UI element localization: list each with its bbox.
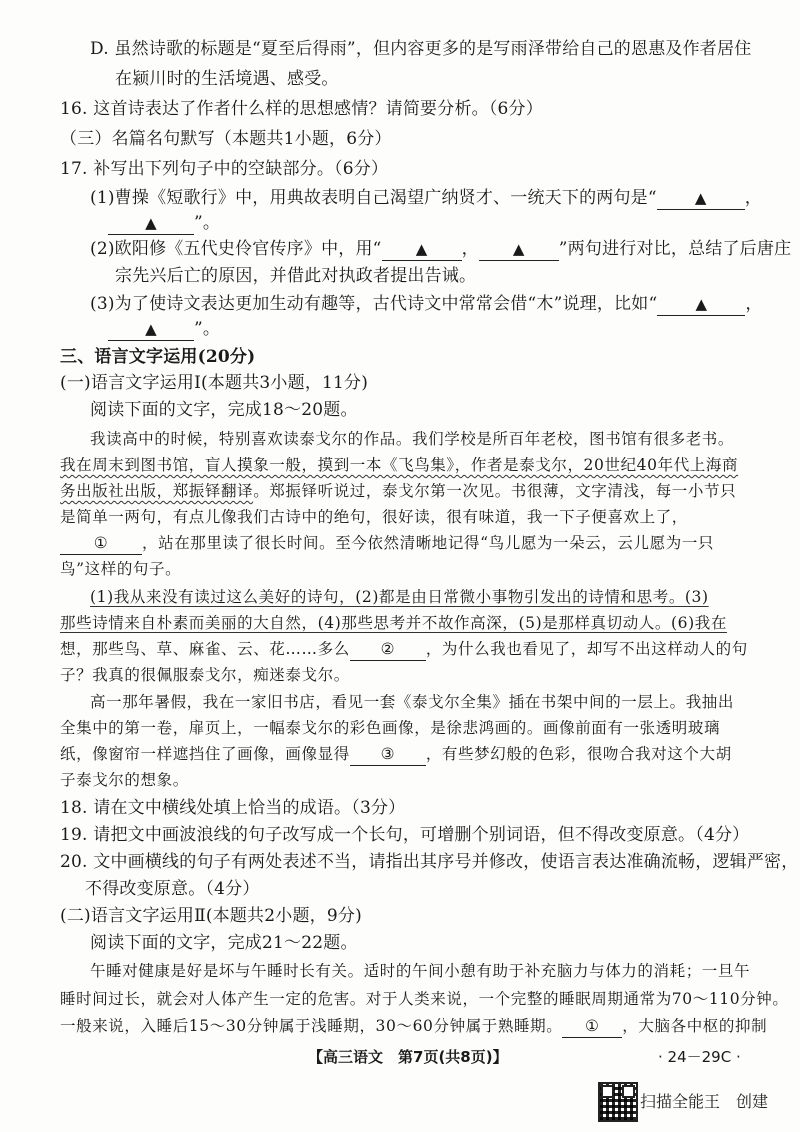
passage-2-line1-underlined: (1)我从来没有读过这么美好的诗句，(2)都是由日常微小事物引发出的诗情和思考。(3)	[90, 588, 709, 606]
idiom-blank-3[interactable]	[350, 743, 426, 766]
q17-3-comma: ，	[745, 294, 763, 314]
passage-1-line6: 鸟”这样的句子。	[60, 560, 182, 578]
answer-blank[interactable]	[108, 212, 194, 235]
passage-3-line3-b: ，有些梦幻般的色彩，很吻合我对这个大胡	[425, 745, 732, 763]
section-3-heading: （三）名篇名句默写（本题共1小题，6分）	[60, 129, 392, 149]
question-18: 18. 请在文中横线处填上恰当的成语。（3分）	[60, 798, 406, 818]
wavy-sentence-end: 务出版社出版，郑振铎翻译	[60, 482, 254, 500]
passage-4-line2: 睡时间过长，就会对人体产生一定的危害。对于人类来说，一个完整的睡眠周期通常为70～110分钟。	[60, 990, 789, 1008]
passage-1-line3-rest: 。郑振铎听说过，泰戈尔第一次见。书很薄，文字清浅，每一小节只	[253, 482, 737, 500]
question-17-2-line1	[90, 238, 791, 261]
triangle-icon: ▲	[145, 214, 157, 232]
q17-1-close: ”。	[194, 213, 221, 233]
answer-blank[interactable]	[382, 238, 462, 261]
passage-4-line3-b: ，大脑各中枢的抑制	[622, 1017, 768, 1035]
circled-three: ③	[380, 745, 396, 763]
passage-2-line4: 子？我真的很佩服泰戈尔，痴迷泰戈尔。	[60, 666, 350, 684]
paper-code: · 24－29C ·	[658, 1048, 741, 1066]
answer-blank[interactable]	[657, 293, 745, 316]
answer-blank[interactable]	[108, 318, 194, 341]
question-17-3-line2	[108, 318, 220, 341]
passage-3-line1: 高一那年暑假，我在一家旧书店，看见一套《泰戈尔全集》插在书架中间的一层上。我抽出	[90, 693, 735, 711]
question-17-3-line1	[90, 293, 763, 316]
passage-4-line1: 午睡对健康是好是坏与午睡时长有关。适时的午间小憩有助于补充脑力与体力的消耗；一旦午	[90, 962, 751, 980]
idiom-blank-1[interactable]	[60, 532, 142, 555]
passage-2-line3	[60, 638, 748, 661]
question-17: 17. 补写出下列句子中的空缺部分。（6分）	[60, 159, 389, 179]
passage-2-line2-underlined: 那些诗情来自朴素而美丽的大自然，(4)那些思考并不故作高深，(5)是那样真切动人。(6)我在	[60, 614, 727, 632]
q17-2-comma: ，	[461, 239, 479, 259]
reading-instruction-2: 阅读下面的文字，完成21～22题。	[90, 933, 358, 953]
qr-code-icon	[598, 1082, 638, 1122]
passage-1-line4: 是简单一两句，有点儿像我们古诗中的绝句，很好读，很有味道，我一下子便喜欢上了，	[60, 508, 688, 526]
idiom-blank-2[interactable]	[350, 638, 426, 661]
part-3-heading: 三、语言文字运用(20分)	[60, 347, 256, 367]
q17-2-text: (2)欧阳修《五代史伶官传序》中，用“	[90, 239, 382, 259]
triangle-icon: ▲	[512, 240, 525, 258]
passage-1-line5	[60, 532, 714, 555]
passage-3-line2: 全集中的第一卷，扉页上，一幅泰戈尔的彩色画像，是徐悲鸿画的。画像前面有一张透明玻璃	[60, 719, 721, 737]
triangle-icon: ▲	[695, 295, 708, 313]
passage-2-line3-b: ，为什么我也看见了，却写不出这样动人的句	[425, 640, 748, 658]
option-d-line2: 在颍川时的生活境遇、感受。	[115, 69, 339, 89]
passage-3-line3-a: 纸，像窗帘一样遮挡住了画像，画像显得	[60, 745, 350, 763]
passage-1-line1: 我读高中的时候，特别喜欢读泰戈尔的作品。我们学校是所百年老校，图书馆有很多老书。	[90, 430, 735, 448]
q17-3-text: (3)为了使诗文表达更加生动有趣等，古代诗文中常常会借“木”说理，比如“	[90, 294, 658, 314]
q17-2-tail: ”两句进行对比，总结了后唐庄	[558, 239, 792, 259]
triangle-icon: ▲	[415, 240, 428, 258]
question-20-line2: 不得改变原意。（4分）	[85, 879, 260, 899]
passage-4-line3	[60, 1015, 767, 1038]
circled-one: ①	[93, 534, 109, 552]
subsection-1-heading: (一)语言文字运用Ⅰ(本题共3小题，11分)	[60, 373, 369, 393]
q17-3-close: ”。	[194, 319, 221, 339]
question-19: 19. 请把文中画波浪线的句子改写成一个长句，可增删个别词语，但不得改变原意。（4分）	[60, 825, 750, 845]
question-17-1-line2	[108, 212, 220, 235]
answer-blank[interactable]	[657, 187, 745, 210]
question-16: 16. 这首诗表达了作者什么样的思想感情？请简要分析。（6分）	[60, 99, 543, 119]
question-20-line1: 20. 文中画横线的句子有两处表述不当，请指出其序号并修改，使语言表达准确流畅，逻辑严密，	[60, 852, 799, 872]
circled-two: ②	[380, 640, 396, 658]
q17-1-text: (1)曹操《短歌行》中，用典故表明自己渴望广纳贤才、一统天下的两句是“	[90, 188, 657, 208]
q17-1-comma: ，	[744, 188, 762, 208]
scanner-watermark: 扫描全能王 创建	[640, 1092, 769, 1111]
passage-3-line4: 子泰戈尔的想象。	[60, 771, 189, 789]
passage-1-line2-wavy: 我在周末到图书馆，盲人摸象一般，摸到一本《飞鸟集》，作者是泰戈尔，20世纪40年代上海商	[60, 456, 739, 474]
passage-2-line3-a: 想，那些鸟、草、麻雀、云、花……多么	[60, 640, 350, 658]
passage-1-line5-text: ，站在那里读了很长时间。至今依然清晰地记得“鸟儿愿为一朵云，云儿愿为一只	[142, 534, 715, 552]
answer-blank[interactable]	[479, 238, 559, 261]
page-footer-label: 【高三语文 第7页(共8页)】	[308, 1048, 508, 1066]
option-d-line1: D. 虽然诗歌的标题是“夏至后得雨”，但内容更多的是写雨泽带给自己的恩惠及作者居住	[90, 39, 752, 59]
reading-instruction-1: 阅读下面的文字，完成18～20题。	[90, 400, 358, 420]
passage-3-line3	[60, 743, 732, 766]
question-17-1-line1	[90, 187, 762, 210]
subsection-2-heading: (二)语言文字运用Ⅱ(本题共2小题，9分)	[60, 906, 362, 926]
passage-1-line3	[60, 480, 736, 502]
question-17-2-line2: 宗先兴后亡的原因，并借此对执政者提出告诫。	[115, 266, 477, 286]
sentence-blank-1[interactable]	[562, 1015, 622, 1038]
triangle-icon: ▲	[145, 320, 157, 338]
circled-one: ①	[585, 1017, 600, 1035]
triangle-icon: ▲	[694, 189, 707, 207]
passage-4-line3-a: 一般来说，入睡后15～30分钟属于浅睡期，30～60分钟属于熟睡期。	[60, 1017, 563, 1035]
